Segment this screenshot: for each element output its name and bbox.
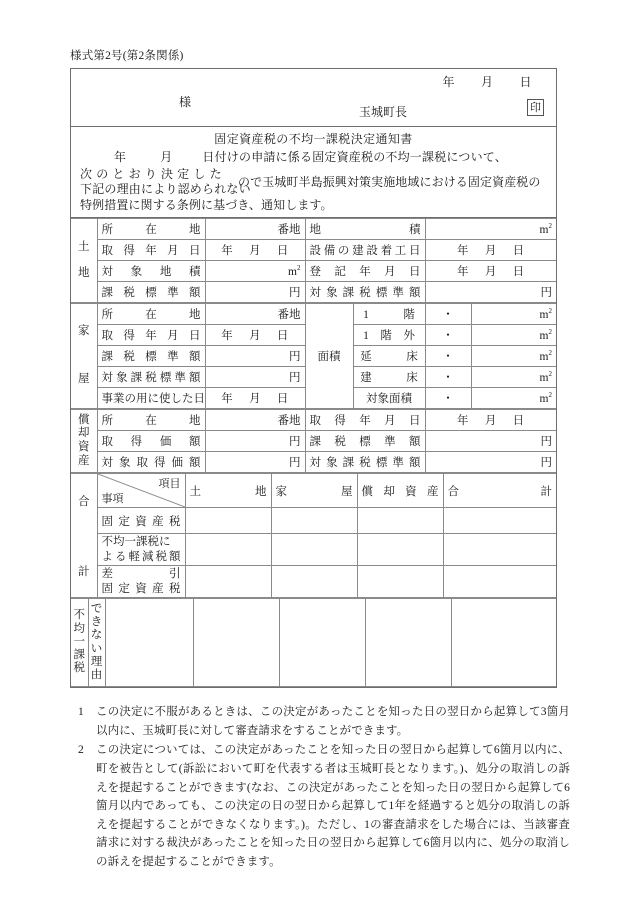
totals-diagonal-header	[97, 474, 185, 508]
reason-label-column-2	[88, 599, 105, 687]
depreciable-category-label	[71, 410, 97, 473]
preamble-line-1-rest: 日付けの申請に係る固定資産税の不均一課税について、	[202, 150, 507, 164]
form-number: 様式第2号(第2条関係)	[70, 50, 184, 62]
building-target-area-dot[interactable]: ・	[425, 388, 471, 409]
totals-net-tax-label-line-1: 差 引	[101, 567, 181, 580]
table-row	[71, 534, 556, 566]
totals-property-tax-building[interactable]	[271, 508, 357, 534]
note-number: 1	[78, 706, 84, 718]
day-label: 日	[276, 245, 289, 257]
land-location-value[interactable]: 番地	[205, 219, 305, 240]
building-business-use-date-label: 事業の用に使した日	[97, 388, 205, 409]
totals-row-reduction-label	[97, 534, 185, 566]
building-total-floor-label: 延 床	[353, 346, 425, 367]
depreciable-category-char-1: 償	[78, 413, 90, 426]
totals-reduction-sum[interactable]	[443, 534, 556, 566]
depreciable-acquisition-price-value[interactable]: 円	[205, 431, 305, 452]
totals-row-axis-label: 事項	[101, 493, 124, 505]
land-tax-base-value[interactable]: 円	[205, 282, 305, 303]
building-acquire-date-label: 取得年月日	[97, 325, 205, 346]
totals-reduction-building[interactable]	[271, 534, 357, 566]
totals-row-net-tax-label	[97, 566, 185, 598]
facility-construction-start-value[interactable]	[425, 240, 556, 261]
totals-net-tax-depreciable[interactable]	[357, 566, 443, 598]
date-month-label: 月	[480, 75, 494, 89]
reason-c1-char-1: 不	[73, 609, 85, 622]
table-row	[71, 261, 556, 282]
building-floor1-outside-dot[interactable]: ・	[425, 325, 471, 346]
day-label: 日	[512, 415, 525, 427]
note-item	[70, 703, 570, 740]
depreciable-tax-base-value[interactable]: 円	[425, 431, 556, 452]
totals-category-char-1: 合	[78, 495, 90, 508]
issuer-name: 玉城町長	[359, 105, 408, 119]
date-day-label: 日	[519, 75, 532, 89]
reason-c1-char-4: 課	[73, 649, 85, 662]
reason-label-column-1	[71, 599, 88, 687]
depreciable-target-price-value[interactable]: 円	[205, 452, 305, 473]
day-label: 日	[512, 245, 525, 257]
building-category-label	[71, 304, 97, 409]
depreciable-assets-section-table	[71, 409, 556, 473]
land-target-area-value[interactable]: $m^2$	[205, 261, 305, 282]
totals-col-building: 家屋	[271, 474, 357, 508]
land-target-tax-base-label: 対象課税標準額	[305, 282, 425, 303]
year-label: 年	[457, 415, 469, 427]
note-text: この決定については、この決定があったことを知った日の翌日から起算して6箇月以内に、町を被告として(訴訟において町を代表する者は玉城町長となります。)、処分の取消しの訴えを提起することができます(なお、この決定があったことを知った日の翌日から起算して6箇月以内であっても、この決定の日の翌日から起算して1年を経過すると処分の取消しの訴えを提起することができなくなります。)。ただし、1の審査請求をした場合には、当該審査請求に対する裁決があったことを知った日の翌日から起算して6箇月以内に、処分の取消しの訴えを提起することができます。	[96, 744, 570, 868]
title-block	[71, 127, 556, 218]
application-year-label: 年	[114, 150, 127, 164]
preamble-line-1	[80, 148, 547, 165]
month-label: 月	[249, 393, 261, 405]
preamble-choice-tail: ので玉城町半島振興対策実施地域における固定資産税の	[238, 175, 541, 189]
preamble-line-3: 特例措置に関する条例に基づき、通知します。	[80, 198, 333, 212]
depreciable-acquire-date-label: 取得年月日	[305, 410, 425, 431]
facility-construction-start-label: 設備の建設着工日	[305, 240, 425, 261]
building-category-char-1: 家	[78, 325, 90, 338]
document-title: 固定資産税の不均一課税決定通知書	[214, 132, 413, 146]
reason-c1-char-5: 税	[73, 662, 85, 675]
building-tax-base-value[interactable]: 円	[205, 346, 305, 367]
totals-reduction-depreciable[interactable]	[357, 534, 443, 566]
depreciable-category-char-4: 産	[78, 454, 90, 467]
table-row	[71, 452, 556, 473]
depreciable-tax-base-label: 課税標準額	[305, 431, 425, 452]
building-tax-base-label: 課税標準額	[97, 346, 205, 367]
land-category-char-2: 地	[78, 266, 90, 279]
table-row	[71, 282, 556, 303]
table-row	[71, 410, 556, 431]
totals-property-tax-sum[interactable]	[443, 508, 556, 534]
table-row	[71, 566, 556, 598]
totals-col-sum: 合計	[443, 474, 556, 508]
depreciable-target-tax-base-label: 対象課税標準額	[305, 452, 425, 473]
header-block	[71, 69, 556, 127]
building-acquire-date-value[interactable]	[205, 325, 305, 346]
totals-reduction-label-line-2: よる軽減税額	[101, 550, 181, 563]
month-label: 月	[484, 245, 497, 257]
note-text: この決定に不服があるときは、この決定があったことを知った日の翌日から起算して3箇月以内に、玉城町長に対して審査請求をすることができます。	[96, 706, 570, 737]
day-label: 日	[276, 393, 289, 405]
note-number: 2	[78, 744, 84, 757]
reason-c2-char-4: い	[90, 642, 103, 655]
depreciable-target-price-label: 対象取得価額	[97, 452, 205, 473]
building-category-char-2: 屋	[78, 373, 90, 385]
year-label: 年	[457, 245, 469, 257]
totals-col-land: 土地	[185, 474, 271, 508]
totals-col-depreciable: 償却資産	[357, 474, 443, 508]
building-floor1-label: 1 階	[353, 304, 425, 325]
depreciable-acquisition-price-label: 取得価額	[97, 431, 205, 452]
reason-body-cell-5[interactable]	[451, 599, 556, 687]
decision-choice-denied[interactable]: 下記の理由により認められない	[80, 182, 251, 196]
land-location-label: 所在地	[97, 219, 205, 240]
land-acquire-date-label: 取得年月日	[97, 240, 205, 261]
building-footprint-dot[interactable]: ・	[425, 367, 471, 388]
reason-c2-char-2: き	[90, 615, 103, 628]
addressee-honorific: 様	[179, 95, 192, 109]
totals-net-tax-sum[interactable]	[443, 566, 556, 598]
land-area-label: 地積	[305, 219, 425, 240]
totals-category-char-2: 計	[78, 565, 90, 578]
building-floor1-outside-label: 1 階 外	[353, 325, 425, 346]
month-label: 月	[249, 330, 261, 342]
date-year-label: 年	[442, 75, 455, 89]
building-floor1-unit: $m^2$	[471, 304, 556, 325]
building-total-floor-unit: $m^2$	[471, 346, 556, 367]
land-category-char-1: 土	[78, 240, 90, 253]
depreciable-acquire-date-value[interactable]	[425, 410, 556, 431]
land-acquire-date-value[interactable]	[205, 240, 305, 261]
table-row	[71, 599, 556, 687]
building-target-tax-base-label: 対象課税標準額	[97, 367, 205, 388]
month-label: 月	[484, 266, 497, 278]
depreciable-target-tax-base-value[interactable]: 円	[425, 452, 556, 473]
reason-c1-char-3: 一	[73, 635, 85, 648]
land-section-table	[71, 218, 556, 303]
year-label: 年	[221, 393, 234, 405]
totals-net-tax-land[interactable]	[185, 566, 271, 598]
issue-date-line	[442, 73, 542, 90]
table-row	[71, 508, 556, 534]
building-footprint-label: 建 床	[353, 367, 425, 388]
building-target-tax-base-value[interactable]: 円	[205, 367, 305, 388]
land-target-area-label: 対象地積	[97, 261, 205, 282]
building-area-group-label: 面積	[305, 304, 353, 409]
table-row	[71, 304, 556, 325]
reason-section-table	[71, 598, 556, 687]
reason-c2-char-3: な	[90, 629, 103, 642]
totals-category-label	[71, 474, 97, 598]
month-label: 月	[484, 415, 497, 427]
totals-column-axis-label: 項目	[158, 478, 181, 490]
building-total-floor-dot[interactable]: ・	[425, 346, 471, 367]
totals-property-tax-land[interactable]	[185, 508, 271, 534]
depreciable-category-char-3: 資	[78, 441, 90, 453]
reason-c2-char-6: 由	[90, 669, 103, 682]
note-item	[70, 741, 570, 871]
year-label: 年	[221, 245, 234, 257]
month-label: 月	[249, 245, 261, 257]
reason-body-cell-2[interactable]	[193, 599, 279, 687]
building-floor1-dot[interactable]: ・	[425, 304, 471, 325]
decision-choice-approved[interactable]: 次のとおり決定した	[80, 167, 226, 181]
totals-section-table	[71, 473, 556, 598]
building-location-label: 所在地	[97, 304, 205, 325]
land-tax-base-label: 課税標準額	[97, 282, 205, 303]
table-row	[71, 219, 556, 240]
totals-row-property-tax-label: 固定資産税	[97, 508, 185, 534]
totals-reduction-label-line-1: 不均一課税に	[101, 535, 171, 548]
application-month-label: 月	[160, 150, 173, 164]
totals-property-tax-depreciable[interactable]	[357, 508, 443, 534]
land-area-value[interactable]: $m^2$	[425, 219, 556, 240]
table-row	[71, 474, 556, 508]
land-registration-date-value[interactable]	[425, 261, 556, 282]
notice-form-frame	[70, 68, 557, 688]
decision-choice-group	[80, 165, 547, 196]
depreciable-location-label: 所在地	[97, 410, 205, 431]
depreciable-category-char-2: 却	[78, 427, 90, 440]
reason-body-cell-4[interactable]	[365, 599, 451, 687]
reason-c2-char-1: で	[90, 602, 103, 615]
land-category-label	[71, 219, 97, 303]
building-business-use-date-value[interactable]	[205, 388, 305, 409]
day-label: 日	[512, 266, 525, 278]
depreciable-location-value[interactable]: 番地	[205, 410, 305, 431]
reason-body-cell-3[interactable]	[279, 599, 365, 687]
building-footprint-unit: $m^2$	[471, 367, 556, 388]
year-label: 年	[221, 330, 234, 342]
totals-net-tax-building[interactable]	[271, 566, 357, 598]
building-section-table	[71, 303, 556, 409]
building-target-area-unit: $m^2$	[471, 388, 556, 409]
land-target-tax-base-value[interactable]: 円	[425, 282, 556, 303]
building-target-area-label: 対象面積	[353, 388, 425, 409]
day-label: 日	[276, 330, 289, 342]
year-label: 年	[457, 266, 469, 278]
reason-c1-char-2: 均	[73, 622, 85, 635]
reason-c2-char-5: 理	[90, 655, 103, 668]
reason-body-cell-1[interactable]	[105, 599, 193, 687]
table-row	[71, 431, 556, 452]
totals-reduction-land[interactable]	[185, 534, 271, 566]
building-location-value[interactable]: 番地	[205, 304, 305, 325]
land-registration-date-label: 登記年月日	[305, 261, 425, 282]
building-floor1-outside-unit: $m^2$	[471, 325, 556, 346]
table-row	[71, 240, 556, 261]
seal-stamp-icon: 印	[527, 99, 544, 116]
footer-notes	[70, 703, 570, 873]
totals-net-tax-label-line-2: 固定資産税	[101, 582, 181, 595]
